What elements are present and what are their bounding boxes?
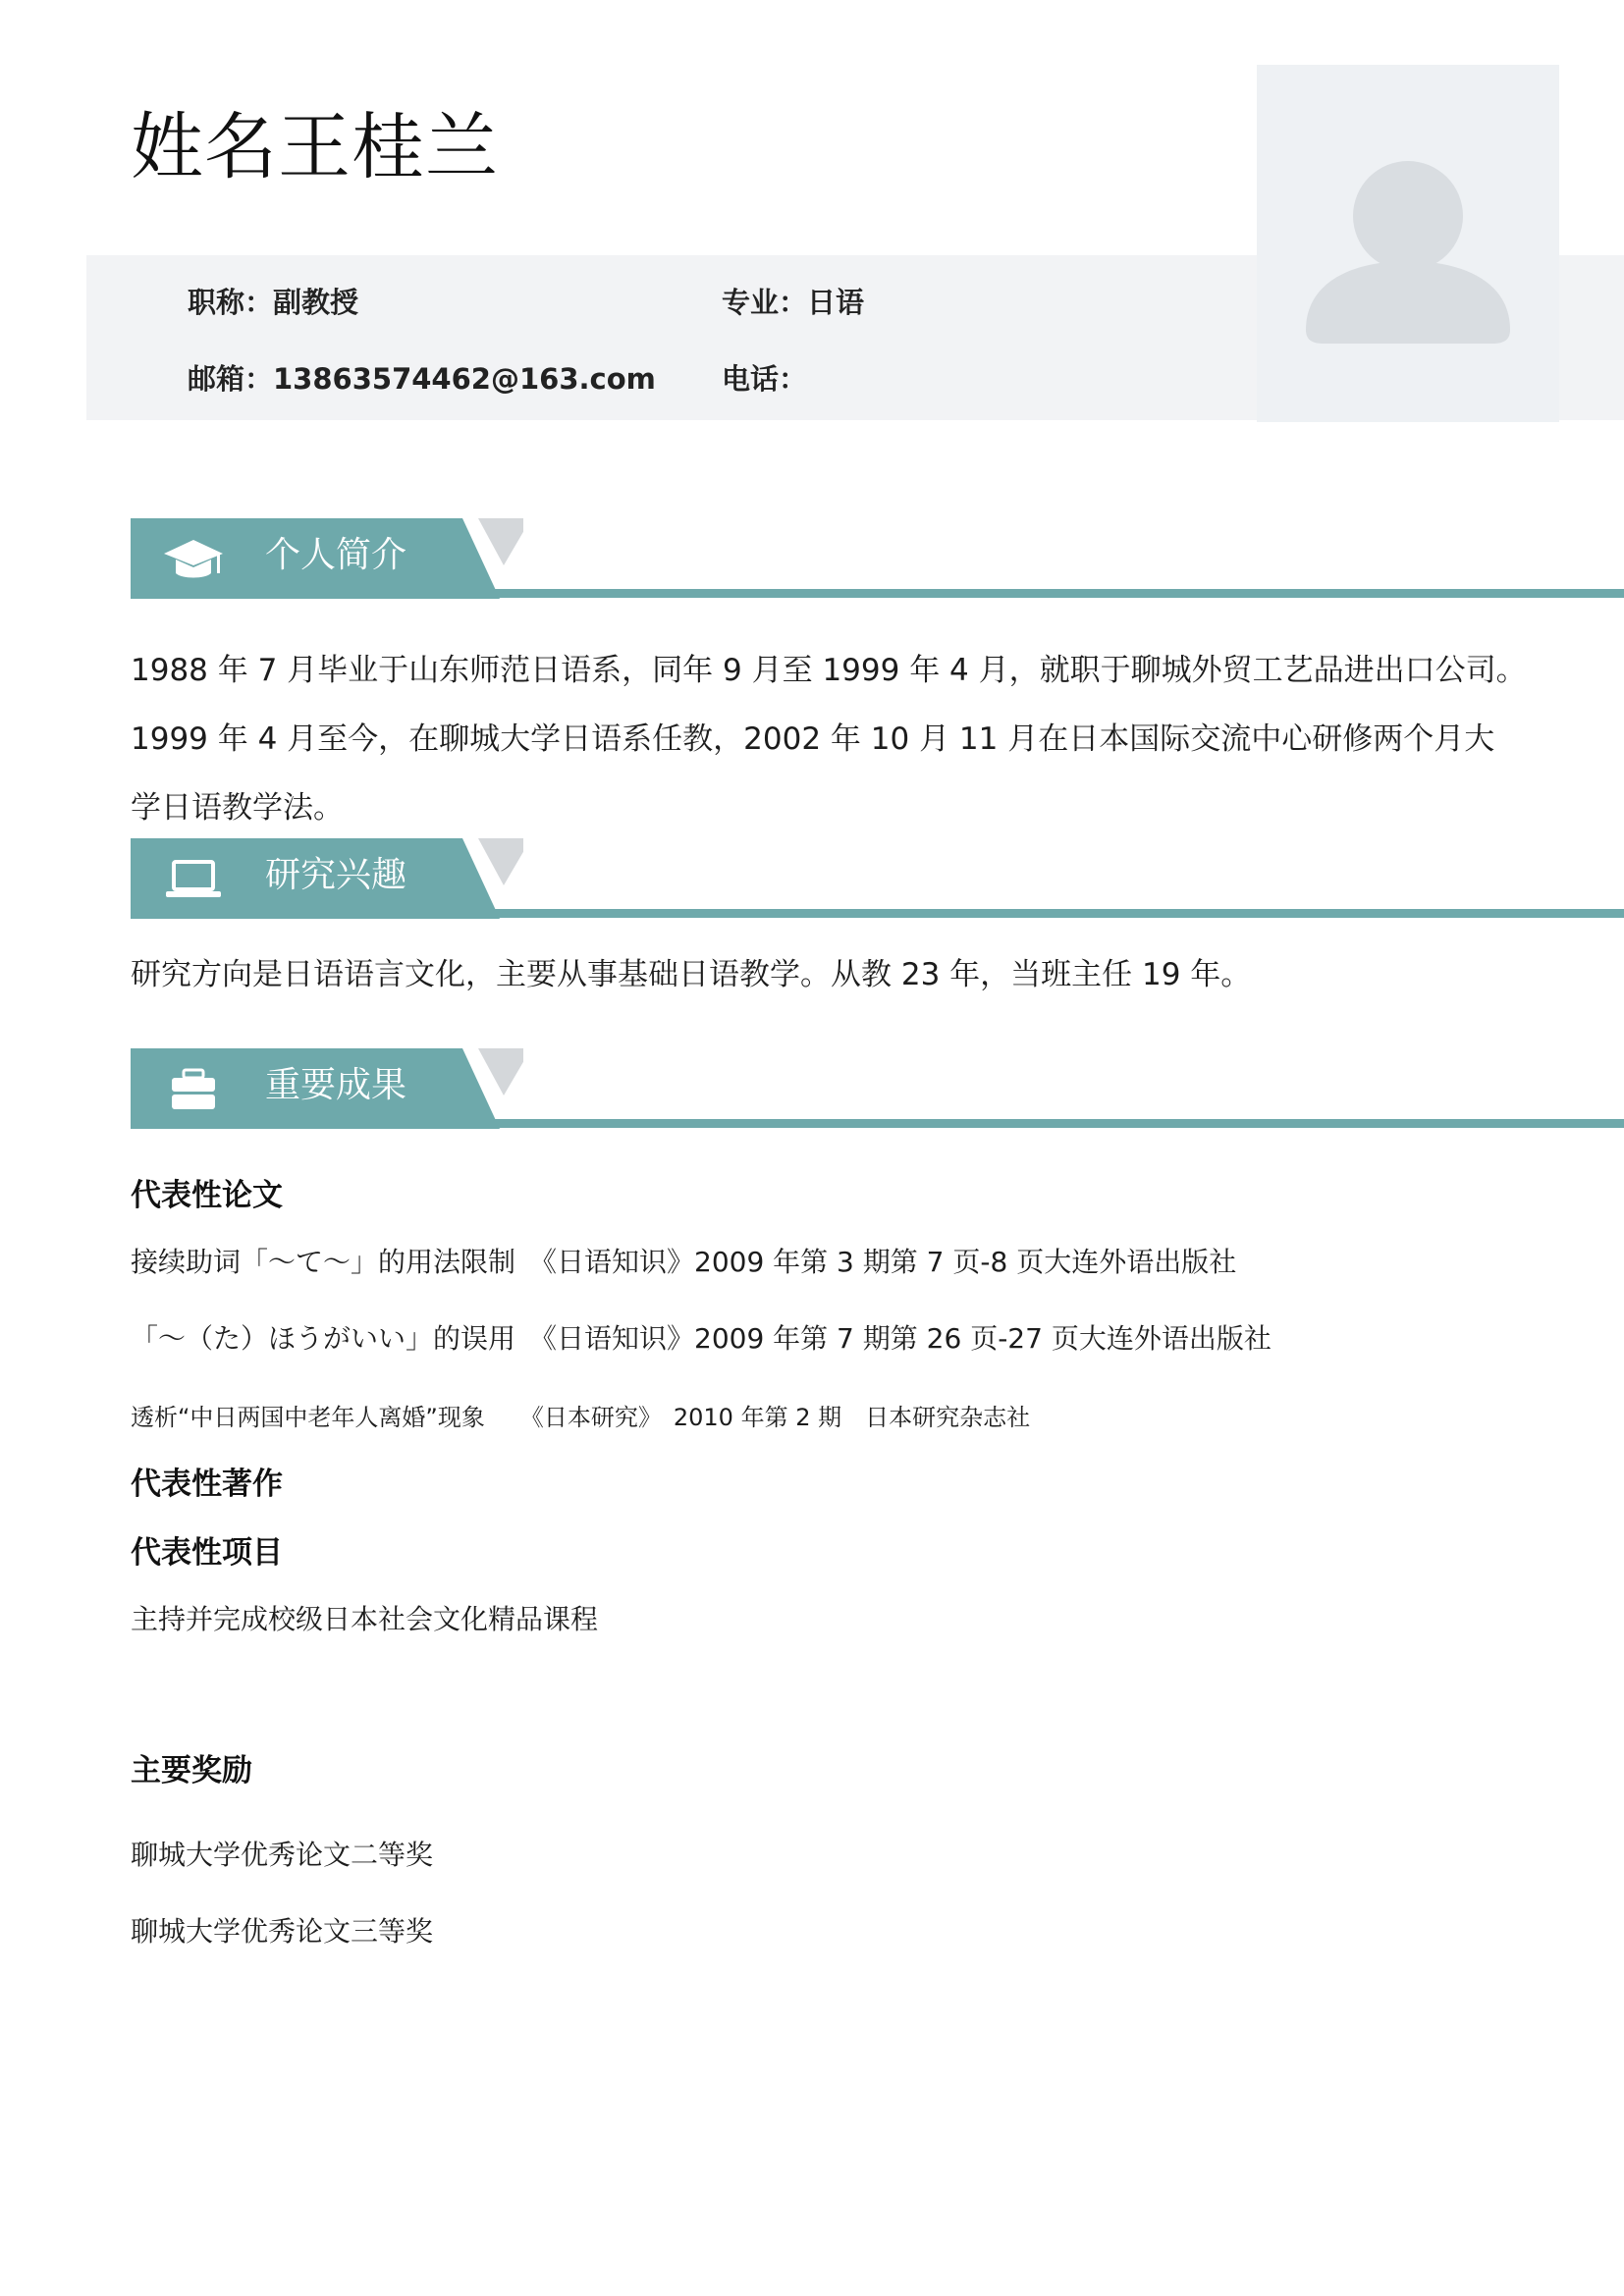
- awards-heading: 主要奖励: [131, 1753, 252, 1789]
- works-heading: 代表性著作: [131, 1467, 283, 1502]
- intro-line-1: 1988 年 7 月毕业于山东师范日语系，同年 9 月至 1999 年 4 月，就职于聊城外贸工艺品进出口公司。: [131, 653, 1527, 688]
- award-item: 聊城大学优秀论文三等奖: [131, 1915, 434, 1948]
- major-field: 专业：日语: [722, 286, 865, 319]
- profile-photo-placeholder: [1257, 65, 1559, 422]
- section-achievements-rule: [131, 1119, 1624, 1128]
- laptop-icon: [162, 856, 225, 903]
- papers-heading: 代表性论文: [131, 1178, 283, 1213]
- intro-line-3: 学日语教学法。: [131, 790, 344, 826]
- paper-item: 透析“中日两国中老年人离婚”现象 《日本研究》 2010 年第 2 期 日本研究杂志社: [131, 1404, 1031, 1431]
- section-research-header: [131, 838, 1624, 919]
- section-research-title: 研究兴趣: [265, 855, 407, 895]
- section-intro-header: [131, 518, 1624, 599]
- section-intro-rule: [131, 589, 1624, 598]
- graduation-cap-icon: [162, 536, 225, 583]
- projects-heading: 代表性项目: [131, 1535, 283, 1571]
- section-achievements-header: [131, 1048, 1624, 1129]
- award-item: 聊城大学优秀论文二等奖: [131, 1839, 434, 1871]
- paper-item: 「～（た）ほうがいい」的误用 《日语知识》2009 年第 7 期第 26 页-27 页大连外语出版社: [131, 1322, 1272, 1355]
- research-text: 研究方向是日语语言文化，主要从事基础日语教学。从教 23 年，当班主任 19 年。: [131, 957, 1252, 992]
- resume-name: 姓名王桂兰: [131, 105, 499, 189]
- briefcase-icon: [162, 1066, 225, 1113]
- avatar-icon: [1257, 65, 1559, 422]
- project-item: 主持并完成校级日本社会文化精品课程: [131, 1603, 599, 1635]
- title-field: 职称：副教授: [188, 286, 359, 319]
- intro-line-2: 1999 年 4 月至今，在聊城大学日语系任教，2002 年 10 月 11 月在日本国际交流中心研修两个月大: [131, 721, 1495, 757]
- paper-item: 接续助词「～て～」的用法限制 《日语知识》2009 年第 3 期第 7 页-8 页大连外语出版社: [131, 1246, 1237, 1278]
- phone-field: 电话：: [722, 362, 808, 396]
- section-research-rule: [131, 909, 1624, 918]
- section-achievements-title: 重要成果: [265, 1065, 407, 1105]
- email-field: 邮箱：13863574462@163.com: [188, 362, 656, 396]
- section-intro-title: 个人简介: [265, 535, 407, 575]
